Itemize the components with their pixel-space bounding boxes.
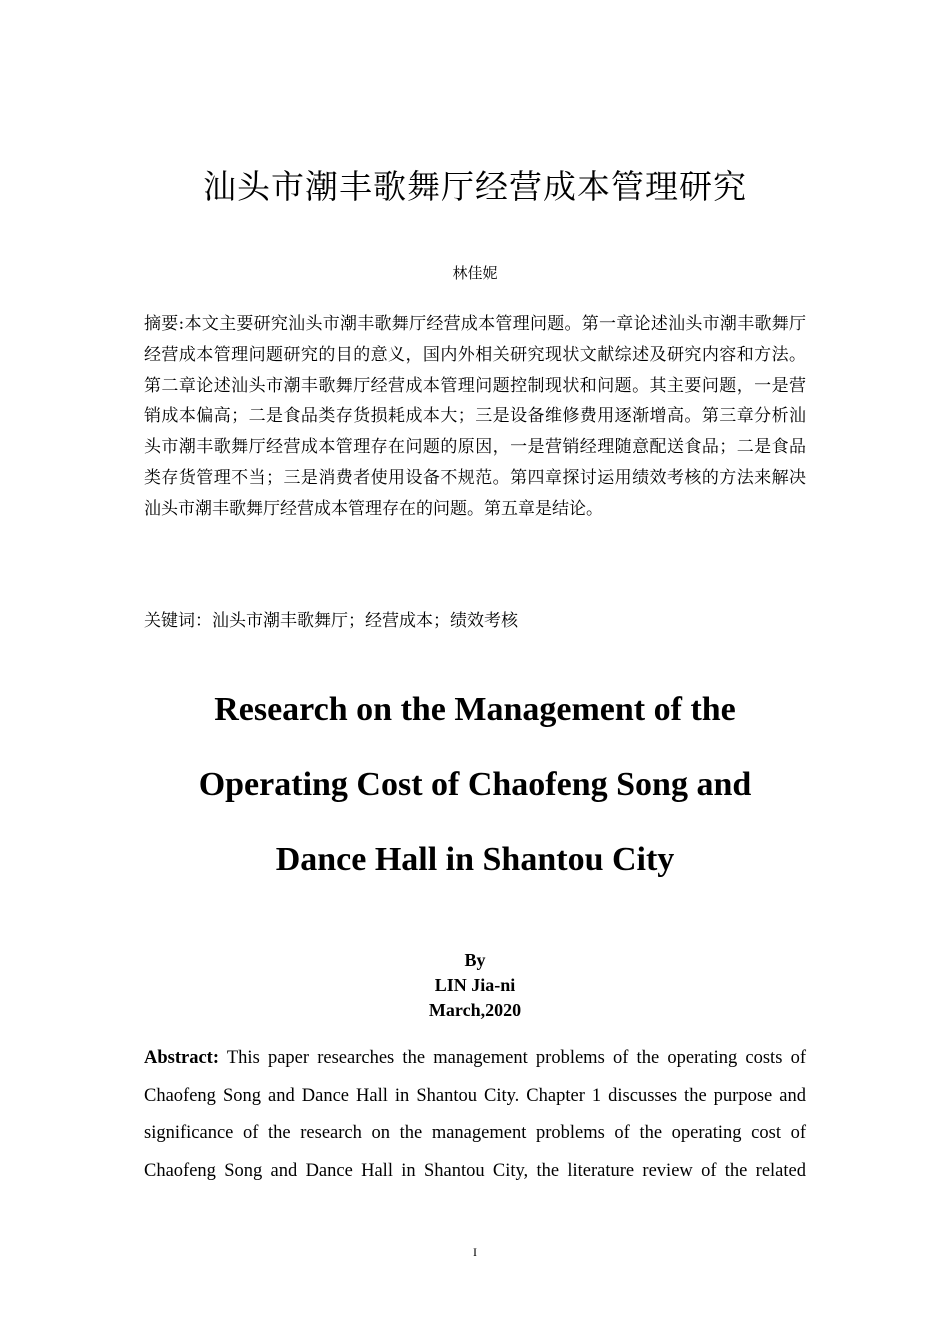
chinese-abstract-separator: : <box>178 314 185 334</box>
chinese-keywords <box>144 606 806 636</box>
english-title <box>0 672 950 897</box>
byline <box>0 948 950 1023</box>
english-title-line: Research on the Management of the <box>214 691 736 728</box>
chinese-abstract-label: 摘要 <box>144 314 179 334</box>
byline-by: By <box>464 950 486 970</box>
chinese-keywords-label: 关键词： <box>144 611 212 631</box>
byline-author: LIN Jia-ni <box>434 975 516 995</box>
english-abstract-label: Abstract: <box>144 1048 220 1068</box>
chinese-abstract <box>144 309 806 525</box>
english-abstract <box>144 1040 806 1190</box>
english-title-line: Operating Cost of Chaofeng Song and <box>198 766 752 803</box>
chinese-keywords-text: 汕头市潮丰歌舞厅；经营成本；绩效考核 <box>212 611 518 631</box>
chinese-abstract-text: 本文主要研究汕头市潮丰歌舞厅经营成本管理问题。第一章论述汕头市潮丰歌舞厅经营成本管理问题研究的目的意义，国内外相关研究现状文献综述及研究内容和方法。第二章论述汕头市潮丰歌舞厅经营成本管理问题控制现状和问题。其主要问题，一是营销成本偏高；二是食品类存货损耗成本大；三是设备维修费用逐渐增高。第三章分析汕头市潮丰歌舞厅经营成本管理存在问题的原因，一是营销经理随意配送食品；二是食品类存货管理不当；三是消费者使用设备不规范。第四章探讨运用绩效考核的方法来解决汕头市潮丰歌舞厅经营成本管理存在的问题。第五章是结论。 <box>144 314 807 519</box>
english-title-line: Dance Hall in Shantou City <box>275 841 675 878</box>
english-abstract-text: This paper researches the management problems of the operating costs of Chaofeng Song and Dance Hall in Shantou City. Chapter 1 discusses the purpose and significance of the research on the management problems of the operating cost of Chaofeng Song and Dance Hall in Shantou City, the literature review of the related <box>144 1048 806 1181</box>
page-number: I <box>473 1245 477 1259</box>
chinese-title: 汕头市潮丰歌舞厅经营成本管理研究 <box>203 167 747 206</box>
chinese-author: 林佳妮 <box>452 264 498 282</box>
byline-date: March,2020 <box>428 1000 522 1020</box>
